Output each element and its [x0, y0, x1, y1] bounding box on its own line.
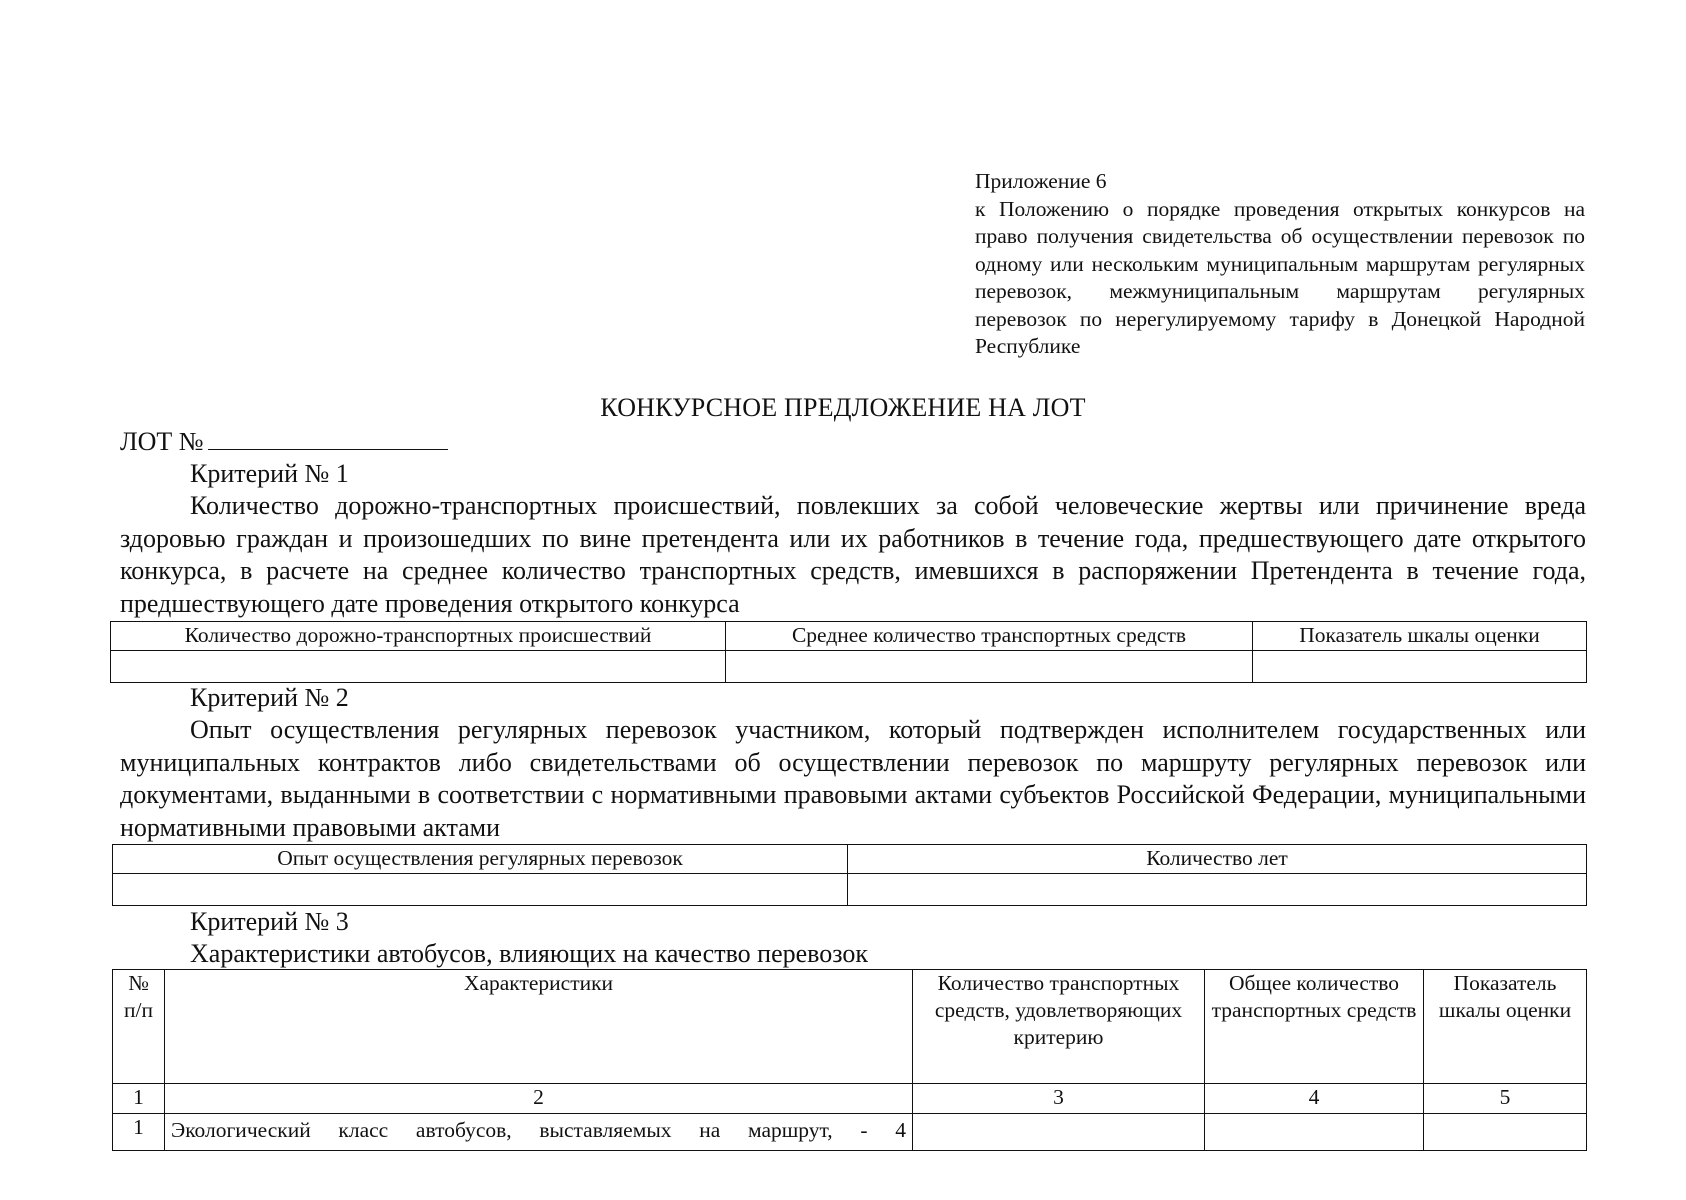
header-years: Количество лет: [848, 845, 1587, 874]
header-total-vehicles: Общее количество транспортных средств: [1205, 970, 1424, 1084]
criterion-3-table: [112, 969, 1587, 1151]
column-number: 4: [1205, 1084, 1424, 1114]
criterion-3-heading: Критерий № 3: [190, 907, 349, 936]
criterion-2-heading: Критерий № 2: [190, 683, 349, 712]
header-accidents: Количество дорожно-транспортных происшествий: [111, 622, 726, 651]
row-number: 1: [113, 1114, 165, 1151]
lot-number-line: [120, 426, 448, 458]
document-title: КОНКУРСНОЕ ПРЕДЛОЖЕНИЕ НА ЛОТ: [600, 393, 1086, 422]
lot-label: ЛОТ №: [120, 427, 204, 456]
header-score: Показатель шкалы оценки: [1424, 970, 1587, 1084]
lot-number-field[interactable]: [208, 427, 448, 450]
criterion-2-table: [112, 844, 1587, 906]
table-row: [111, 651, 1587, 683]
cell-score[interactable]: [1253, 651, 1587, 683]
cell-average-vehicles[interactable]: [726, 651, 1253, 683]
column-number: 5: [1424, 1084, 1587, 1114]
header-experience: Опыт осуществления регулярных перевозок: [113, 845, 848, 874]
table-header-row: [113, 970, 1587, 1084]
cell-experience[interactable]: [113, 874, 848, 906]
header-average-vehicles: Среднее количество транспортных средств: [726, 622, 1253, 651]
cell-accidents[interactable]: [111, 651, 726, 683]
criterion-2-section: [120, 682, 1586, 844]
column-number: 3: [913, 1084, 1205, 1114]
annex-title: Приложение 6: [975, 169, 1107, 193]
criterion-2-text: Опыт осуществления регулярных перевозок участником, который подтвержден исполнителем государственных или муниципальных контрактов либо свидетельствами об осуществлении перевозок по маршруту регулярных перевозок или документами, выданными в соответствии с нормативными правовыми актами субъектов Российской Федерации, муниципальными нормативными правовыми актами: [120, 715, 1586, 842]
header-matching-vehicles: Количество транспортных средств, удовлетворяющих критерию: [913, 970, 1205, 1084]
cell-matching-vehicles[interactable]: [913, 1114, 1205, 1151]
criterion-1-text: Количество дорожно-транспортных происшествий, повлекших за собой человеческие жертвы или причинение вреда здоровью граждан и произошедших по вине претендента или их работников в течение года, предшествующего дате открытого конкурса, в расчете на среднее количество транспортных средств, имевшихся в распоряжении Претендента в течение года, предшествующего дате проведения открытого конкурса: [120, 491, 1586, 618]
column-number-row: [113, 1084, 1587, 1114]
cell-total-vehicles[interactable]: [1205, 1114, 1424, 1151]
criterion-3-text: Характеристики автобусов, влияющих на качество перевозок: [190, 939, 869, 968]
table-header-row: [113, 845, 1587, 874]
header-characteristics: Характеристики: [165, 970, 913, 1084]
annex-text: к Положению о порядке проведения открытых конкурсов на право получения свидетельства об осуществлении перевозок по одному или нескольким муниципальным маршрутам регулярных перевозок, межмуниципальным маршрутам регулярных перевозок по нерегулируемому тарифу в Донецкой Народной Республике: [975, 196, 1585, 358]
criterion-1-table: [110, 621, 1587, 683]
criterion-3-section: [120, 906, 1586, 970]
annex-header: [975, 168, 1585, 361]
table-header-row: [111, 622, 1587, 651]
column-number: 2: [165, 1084, 913, 1114]
cell-score[interactable]: [1424, 1114, 1587, 1151]
table-row: [113, 1114, 1587, 1151]
column-number: 1: [113, 1084, 165, 1114]
header-number: № п/п: [113, 970, 165, 1084]
header-score: Показатель шкалы оценки: [1253, 622, 1587, 651]
cell-years[interactable]: [848, 874, 1587, 906]
criterion-1-heading: Критерий № 1: [190, 459, 349, 488]
criterion-1-section: [120, 458, 1586, 620]
row-characteristic: Экологический класс автобусов, выставляемых на маршрут, - 4: [165, 1114, 913, 1151]
table-row: [113, 874, 1587, 906]
